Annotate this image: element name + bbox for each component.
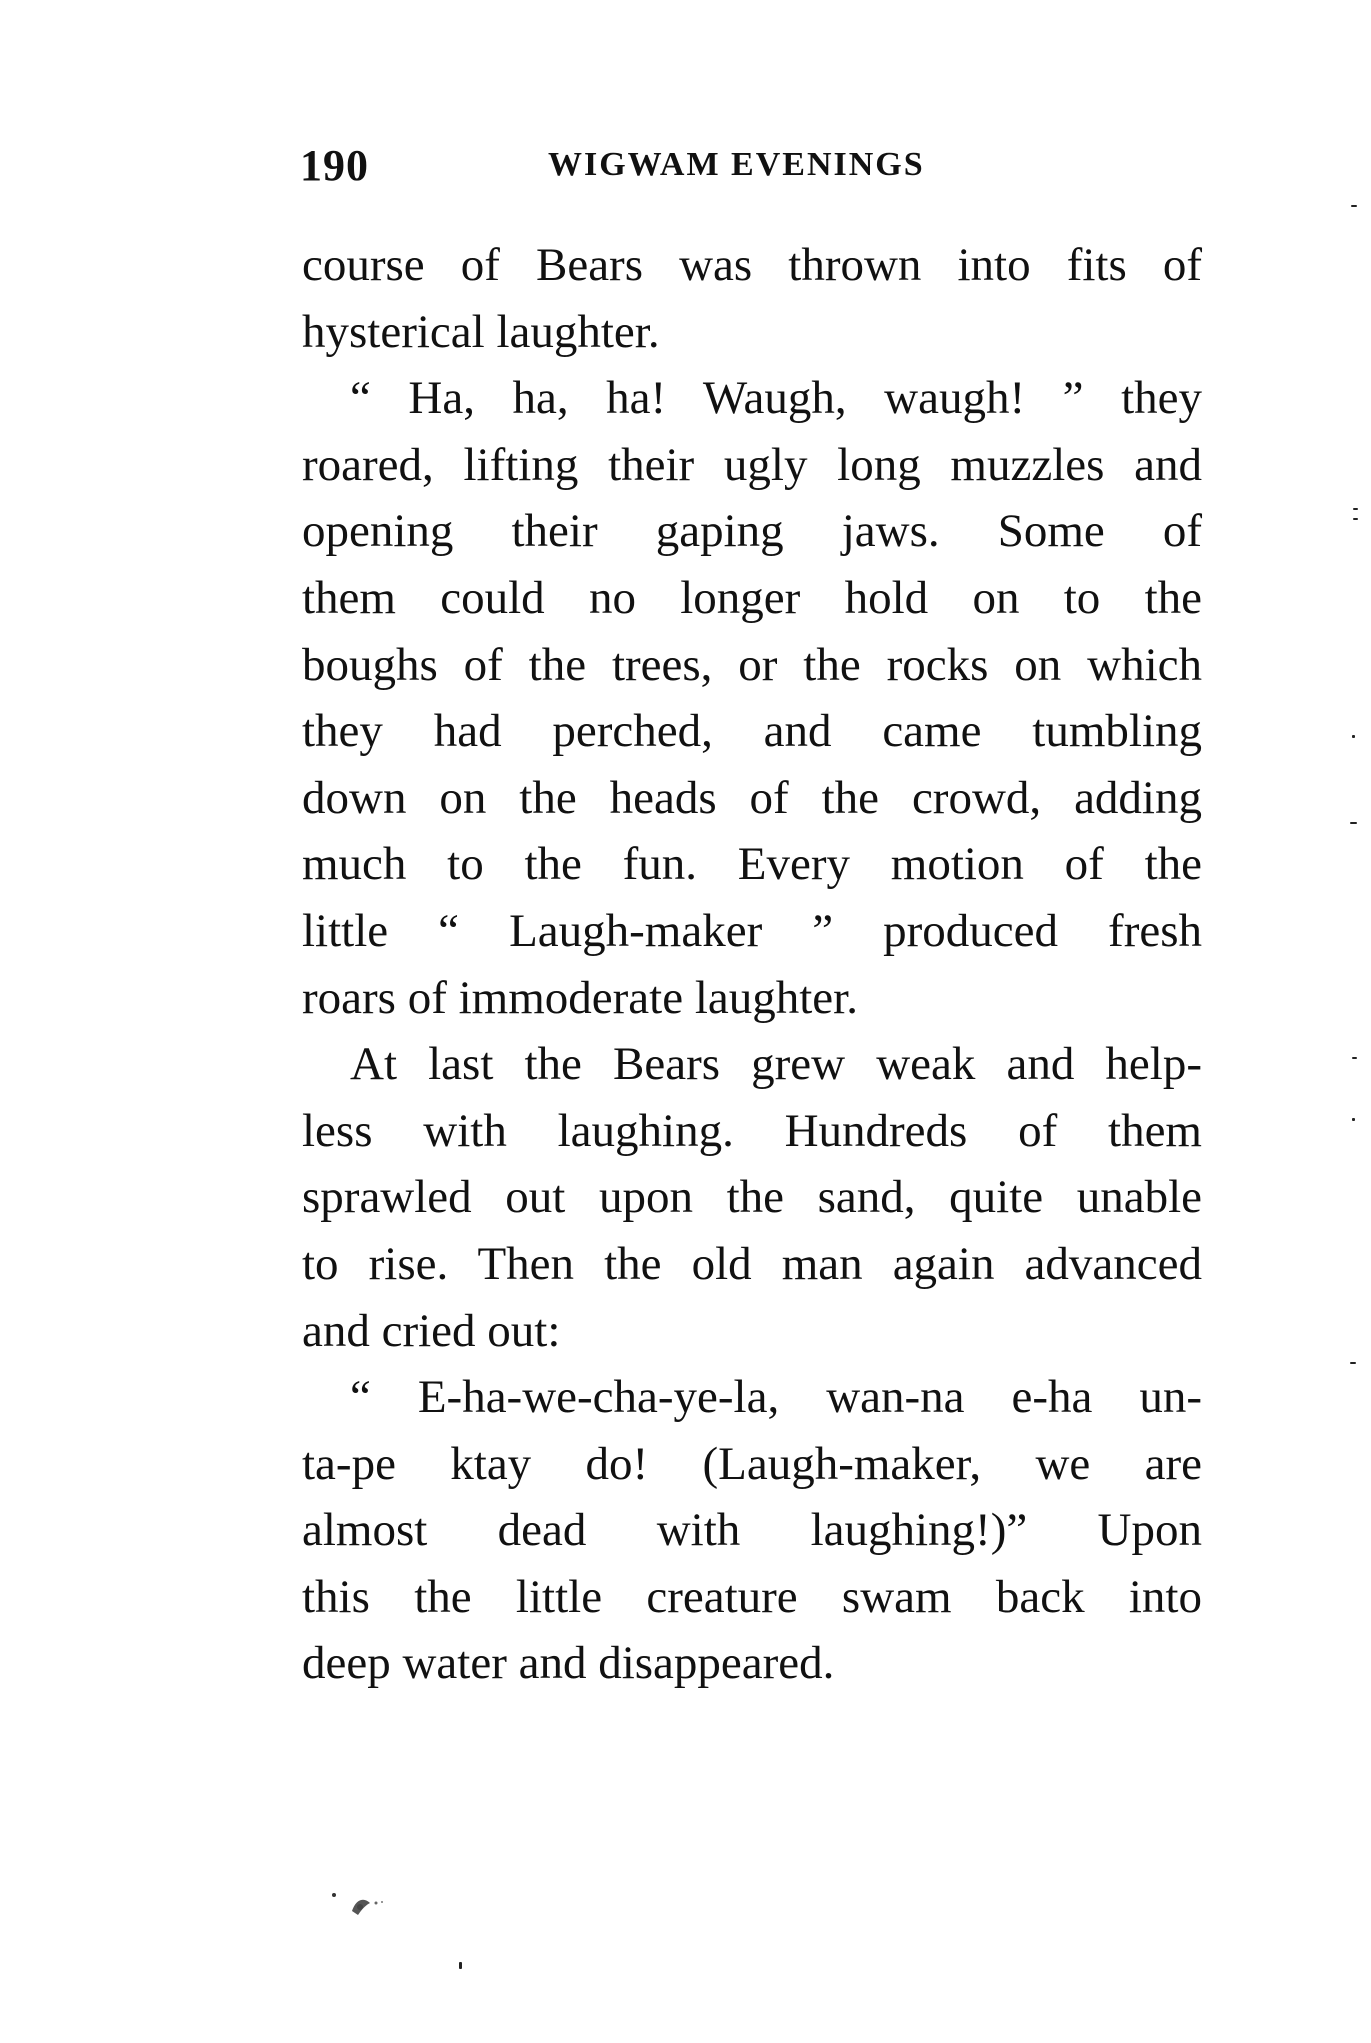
text-line: opening their gaping jaws. Some of <box>302 505 1202 558</box>
text-line: sprawled out upon the sand, quite unable <box>302 1171 1202 1224</box>
scan-speck <box>1350 1362 1356 1364</box>
running-title: WIGWAM EVENINGS <box>548 146 925 183</box>
text-line: much to the fun. Every motion of the <box>302 838 1202 891</box>
scan-speck <box>1352 1057 1357 1059</box>
text-line: almost dead with laughing!)” Upon <box>302 1504 1202 1557</box>
text-line: down on the heads of the crowd, adding <box>302 771 1202 824</box>
scan-speck <box>459 1962 462 1969</box>
text-line: ta-pe ktay do! (Laugh-maker, we are <box>302 1437 1202 1490</box>
page-number: 190 <box>300 141 369 190</box>
text-line: boughs of the trees, or the rocks on which <box>302 638 1202 691</box>
scan-speck <box>1353 508 1358 510</box>
text-line: roared, lifting their ugly long muzzles and <box>302 438 1202 491</box>
text-line: this the little creature swam back into <box>302 1570 1202 1623</box>
text-line: “ Ha, ha, ha! Waugh, waugh! ” they <box>350 372 1202 425</box>
scan-speck <box>1350 822 1357 824</box>
running-head <box>300 140 1200 190</box>
text-line: At last the Bears grew weak and help- <box>350 1038 1202 1091</box>
text-line: them could no longer hold on to the <box>302 571 1202 624</box>
text-line: they had perched, and came tumbling <box>302 705 1202 758</box>
scan-speck <box>1351 205 1357 207</box>
body-text <box>302 232 1202 1697</box>
text-line: deep water and disappeared. <box>302 1637 835 1690</box>
text-line: to rise. Then the old man again advanced <box>302 1237 1202 1290</box>
text-line: “ E-ha-we-cha-ye-la, wan-na e-ha un- <box>350 1371 1202 1424</box>
scan-speck <box>1352 735 1355 738</box>
text-line: and cried out: <box>302 1304 561 1357</box>
text-line: little “ Laugh-maker ” produced fresh <box>302 904 1202 957</box>
scan-speck <box>1352 1118 1355 1121</box>
ornament-smudge <box>330 1885 390 1925</box>
scan-speck <box>1353 518 1358 520</box>
text-line: hysterical laughter. <box>302 305 660 358</box>
text-line: course of Bears was thrown into fits of <box>302 239 1202 291</box>
text-line: less with laughing. Hundreds of them <box>302 1104 1202 1157</box>
text-line: roars of immoderate laughter. <box>302 971 858 1024</box>
